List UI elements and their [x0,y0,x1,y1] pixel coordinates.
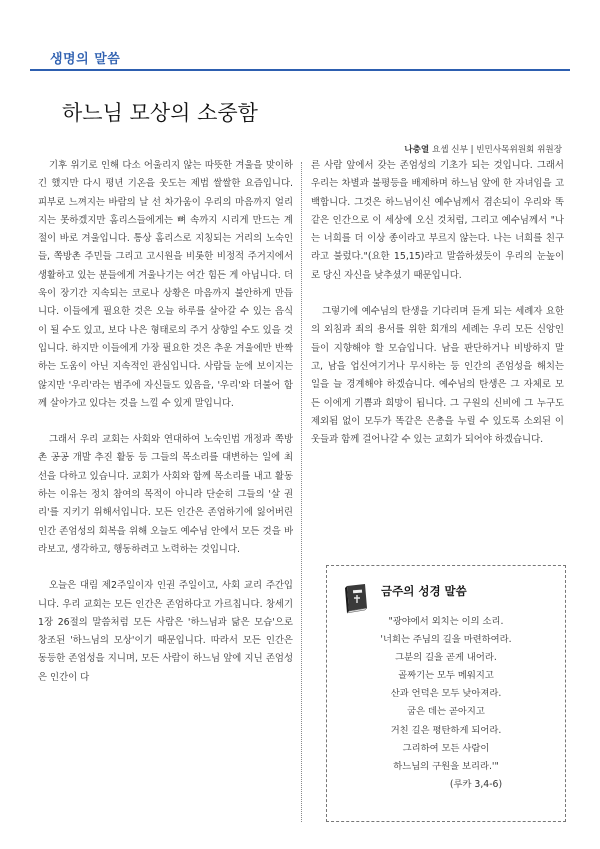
verse-line: 산과 언덕은 모두 낮아져라. [390,688,502,700]
verse-line: 굽은 데는 곧아지고 [407,706,485,718]
verse-text [327,613,565,794]
verse-line: 하느님의 구원을 보리라.'" [393,760,499,772]
byline [404,143,562,155]
verse-line: 그리하여 모든 사람이 [402,742,490,754]
author-role: 요셉 신부 | 빈민사목위원회 위원장 [431,145,562,155]
article-title: 하느님 모상의 소중함 [62,101,258,125]
verse-line: 그분의 길을 곧게 내어라. [395,652,497,664]
verse-box-title: 금주의 성경 말씀 [381,584,467,598]
verse-line: '너희는 주님의 길을 마련하여라. [380,634,512,646]
paragraph: 그렇기에 예수님의 탄생을 기다리며 듣게 되는 세례자 요한의 외침과 죄의 용서를 위한 회개의 세례는 우리 모든 신앙인들이 지향해야 할 모습입니다. 남을 판단하거나 비방하지 말고, 남을 업신여기거나 무시하는 등 인간의 존엄성을 해치는 일을 늘 경계해야 하겠습니다. 예수님의 탄생은 그 자체로 모든 이에게 기쁨과 희망이 됩니다. 그 구원의 신비에 그 누구도 제외됨 없이 모두가 똑같은 은총을 누릴 수 있도록 소외된 이웃들과 함께 걸어나갈 수 있는 교회가 되어야 하겠습니다. [311,306,564,446]
author-name: 나충열 [404,145,430,155]
verse-reference: (루카 3,4-6) [449,778,503,790]
left-column [38,157,293,687]
verse-line: 거친 길은 평탄하게 되어라. [390,724,502,736]
weekly-verse-box [326,565,566,822]
paragraph: 오늘은 대림 제2주일이자 인권 주일이고, 사회 교리 주간입니다. 우리 교회는 모든 인간은 존엄하다고 가르칩니다. 창세기 1장 26절의 말씀처럼 모든 사람은 '하느님과 닮은 모습'으로 창조된 '하느님의 모상'이기 때문입니다. 따라서 모든 인간은 동등한 존엄성을 지니며, 모든 사람이 하느님 앞에 지닌 존엄성은 인간이 다 [38,580,293,683]
paragraph: 기후 위기로 인해 다소 어울리지 않는 따뜻한 겨울을 맞이하긴 했지만 다시 평년 기온을 웃도는 제법 쌀쌀한 요즘입니다. 피부로 느껴지는 바람의 날 선 차가움이 우리의 마음까지 얼리지는 못하겠지만 홈리스들에게는 뼈 속까지 시리게 만드는 계절이 바로 겨울입니다. 통상 홈리스로 지칭되는 거리의 노숙인들, 쪽방촌 주민들 그리고 고시원을 비롯한 비정적 주거지에서 생활하고 있는 분들에게 겨울나기는 여간 힘든 게 아닙니다. 더욱이 장기간 지속되는 코로나 상황은 마음까지 불안하게 만듭니다. 이들에게 필요한 것은 오늘 하루를 살아갈 수 있는 음식이 될 수도 있고, 보다 나은 형태로의 주거 상향일 수도 있을 것입니다. 하지만 이들에게 가장 필요한 것은 추운 겨울에만 반짝하는 도움이 아닌 지속적인 관심입니다. 사람들 눈에 보이지는 않지만 '우리'라는 범주에 자신들도 있음을, '우리'와 더불어 함께 살아가고 있다는 것을 느낄 수 있게 말입니다. [38,160,293,409]
column-divider [301,162,302,822]
right-column [311,157,564,449]
header-rule [30,69,570,71]
paragraph: 그래서 우리 교회는 사회와 연대하여 노숙인법 개정과 쪽방촌 공공 개발 추진 활동 등 그들의 목소리를 대변하는 일에 최선을 다하고 있습니다. 교회가 사회와 함께 목소리를 내고 활동하는 이유는 정치 참여의 목적이 아니라 단순히 그들의 '살 권리'를 지키기 위해서입니다. 모든 인간은 존엄하기에 잃어버린 인간 존엄성의 회복을 위해 오늘도 예수님 안에서 모든 것을 바라보고, 생각하고, 행동하려고 노력하는 것입니다. [38,434,293,555]
verse-line: 골짜기는 모두 메워지고 [398,670,494,682]
paragraph: 른 사람 앞에서 갖는 존엄성의 기초가 되는 것입니다. 그래서 우리는 차별과 불평등을 배제하며 하느님 앞에 한 자녀임을 고백합니다. 그것은 하느님이신 예수님께서 겸손되이 우리와 똑같은 인간으로 이 세상에 오신 것처럼, 그리고 예수님께서 "나는 너희를 더 이상 종이라고 부르지 않는다. 나는 너희를 친구라고 불렀다."(요한 15,15)라고 말씀하셨듯이 우리의 눈높이로 당신 자신을 낮추셨기 때문입니다. [311,160,564,281]
section-label: 생명의 말씀 [50,52,121,67]
verse-line: "광야에서 외치는 이의 소리. [388,616,504,627]
